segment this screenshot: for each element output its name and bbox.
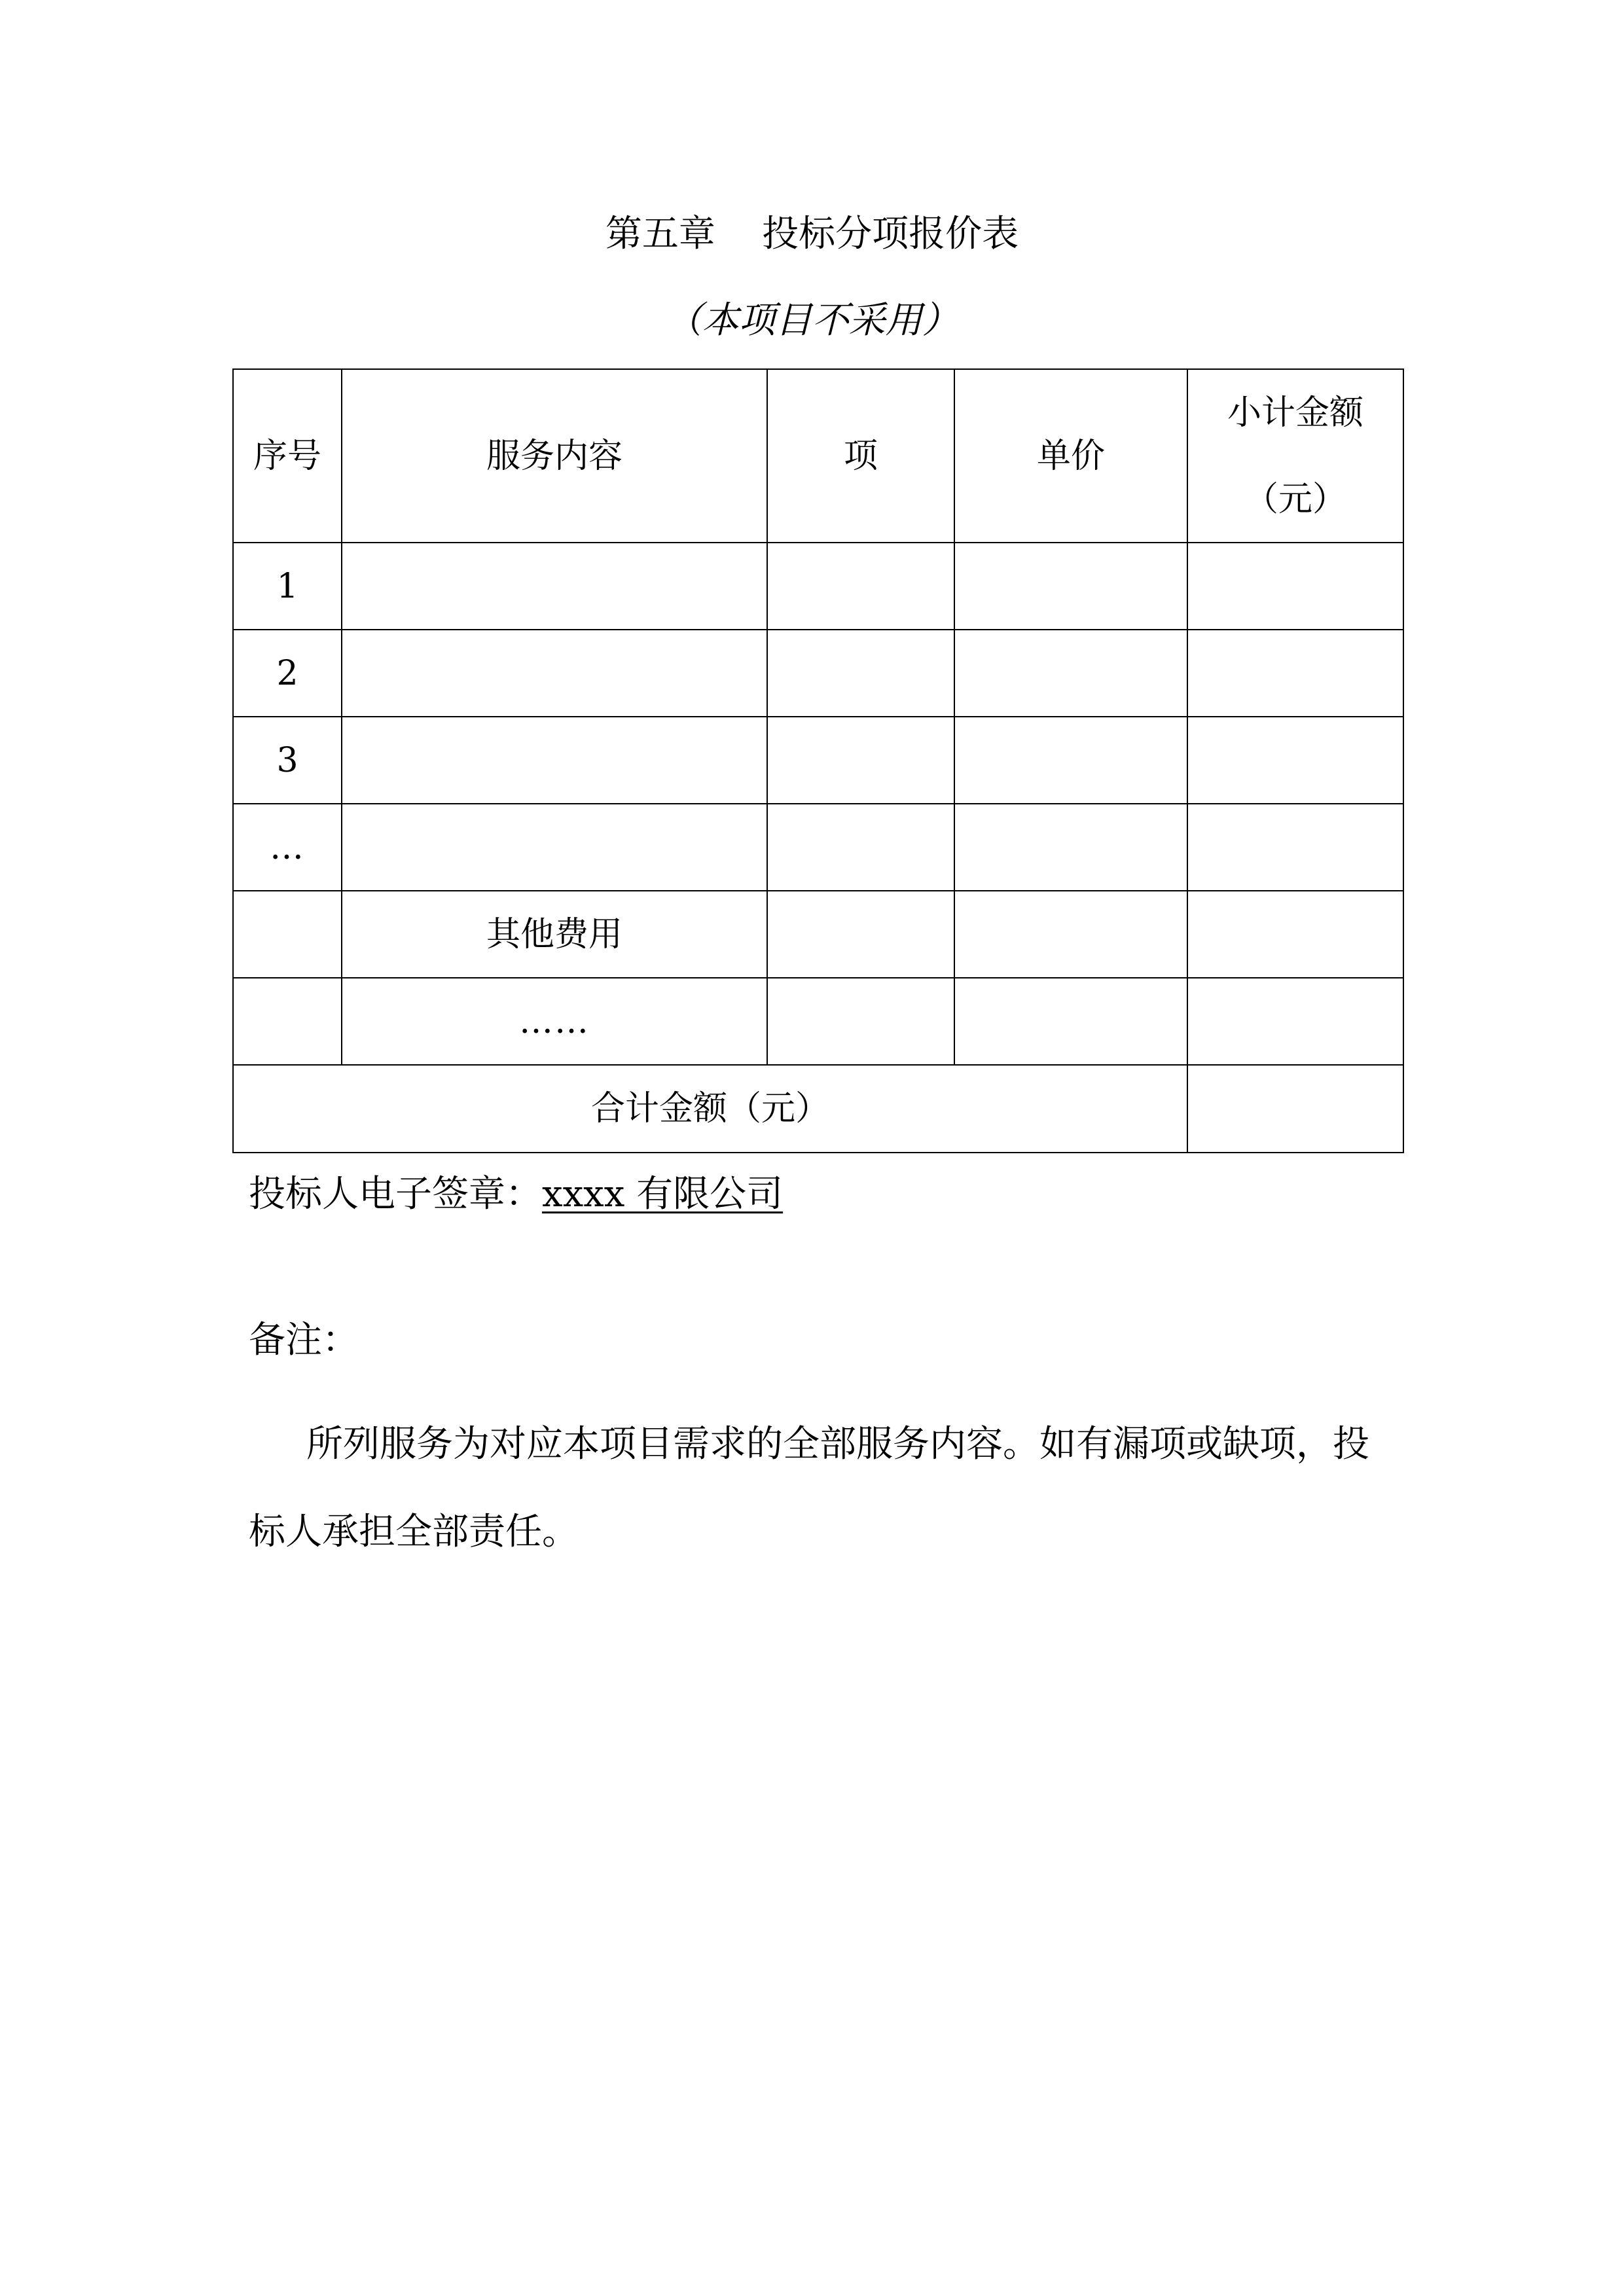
- header-service: 服务内容: [342, 369, 767, 543]
- header-subtotal-line1: 小计金额: [1227, 393, 1363, 433]
- cell-unit-price: [954, 717, 1187, 804]
- cell-item: [767, 978, 954, 1065]
- header-index: 序号: [233, 369, 342, 543]
- table-row: [233, 717, 1403, 804]
- cell-index: [233, 891, 342, 978]
- table-row: [233, 543, 1403, 630]
- signature-company: xxxx 有限公司: [542, 1173, 784, 1215]
- cell-item: [767, 804, 954, 891]
- table-row: [233, 978, 1403, 1065]
- cell-unit-price: [954, 630, 1187, 717]
- remarks-text: 所列服务为对应本项目需求的全部服务内容。如有漏项或缺项，投标人承担全部责任。: [249, 1423, 1369, 1553]
- cell-service: ……: [342, 978, 767, 1065]
- document-subtitle: （本项目不采用）: [665, 299, 959, 342]
- table-row: [233, 891, 1403, 978]
- table-row: [233, 804, 1403, 891]
- header-item: 项: [767, 369, 954, 543]
- cell-item: [767, 891, 954, 978]
- cell-item: [767, 543, 954, 630]
- header-subtotal-line2: （元）: [1244, 479, 1346, 519]
- cell-unit-price: [954, 978, 1187, 1065]
- table-total-row: [233, 1065, 1403, 1153]
- cell-subtotal: [1187, 717, 1403, 804]
- document-title: 第五章 投标分项报价表: [605, 213, 1019, 255]
- cell-subtotal: [1187, 630, 1403, 717]
- cell-index: …: [233, 804, 342, 891]
- cell-item: [767, 717, 954, 804]
- cell-service: [342, 543, 767, 630]
- cell-index: 1: [233, 543, 342, 630]
- cell-service: [342, 630, 767, 717]
- cell-index: 2: [233, 630, 342, 717]
- cell-index: [233, 978, 342, 1065]
- cell-unit-price: [954, 804, 1187, 891]
- total-value: [1187, 1065, 1403, 1153]
- cell-subtotal: [1187, 804, 1403, 891]
- cell-service: [342, 717, 767, 804]
- cell-unit-price: [954, 891, 1187, 978]
- table-header-row: [233, 369, 1403, 543]
- cell-item: [767, 630, 954, 717]
- cell-service: [342, 804, 767, 891]
- table-row: [233, 630, 1403, 717]
- cell-index: 3: [233, 717, 342, 804]
- cell-service: 其他费用: [342, 891, 767, 978]
- signature-label: 投标人电子签章：: [249, 1173, 542, 1215]
- cell-subtotal: [1187, 543, 1403, 630]
- cell-subtotal: [1187, 891, 1403, 978]
- cell-unit-price: [954, 543, 1187, 630]
- header-subtotal: [1187, 369, 1403, 543]
- remarks-label: 备注：: [249, 1319, 359, 1361]
- header-unit-price: 单价: [954, 369, 1187, 543]
- signature-line: [249, 1168, 783, 1221]
- cell-subtotal: [1187, 978, 1403, 1065]
- quote-table: [232, 368, 1404, 1153]
- total-label: 合计金额（元）: [233, 1065, 1187, 1153]
